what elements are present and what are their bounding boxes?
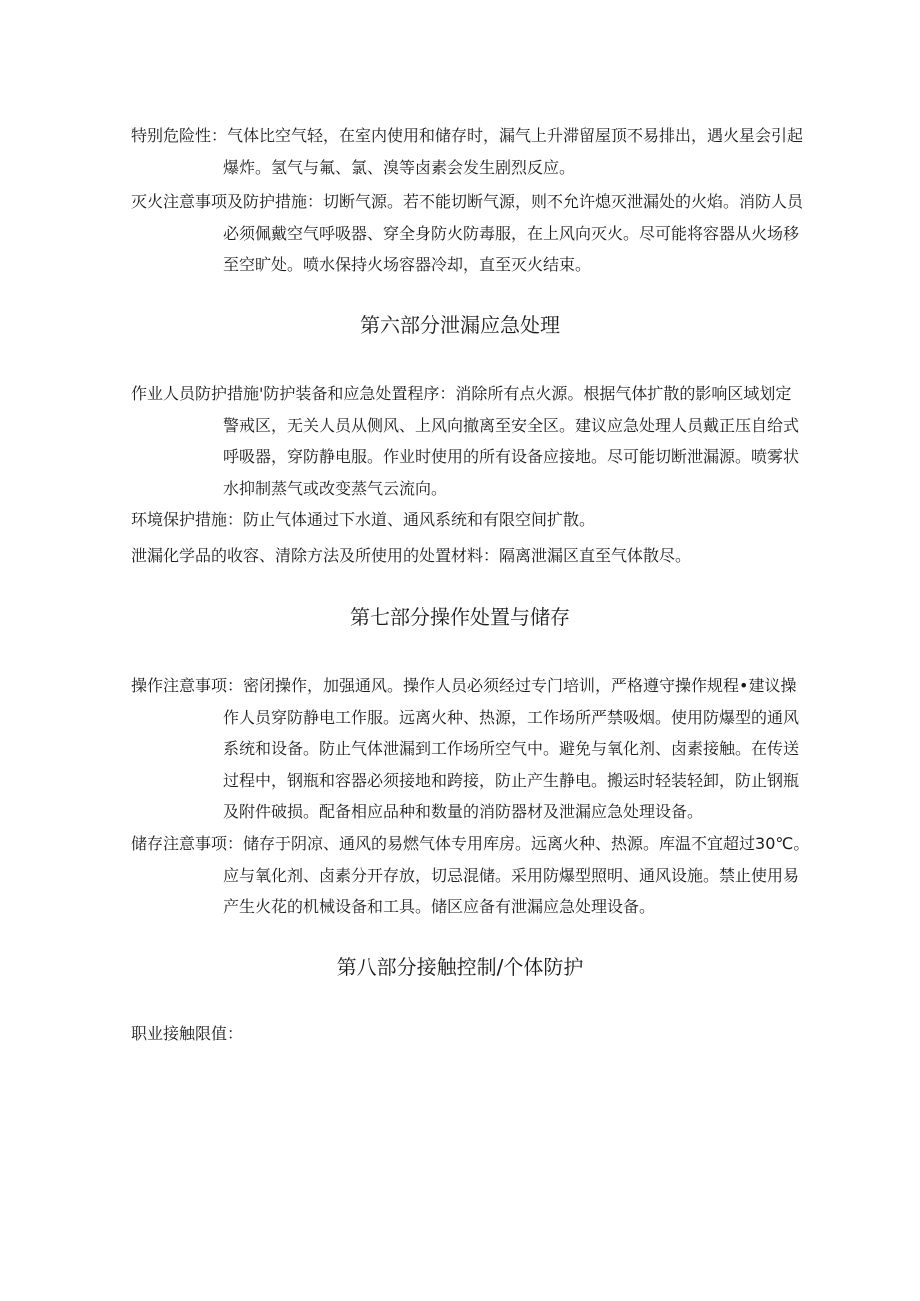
environment-text: 防止气体通过下水道、通风系统和有限空间扩散。 bbox=[243, 510, 596, 529]
storage-text: 储存于阴凉、通风的易燃气体专用库房。远离火种、热源。库温不宜超过30℃。 bbox=[243, 834, 810, 853]
special-hazard-text-cont: 爆炸。氢气与氟、氯、溴等卤素会发生剧烈反应。 bbox=[223, 157, 576, 177]
personal-protection-text: 消除所有点火源。根据气体扩散的影响区域划定 bbox=[455, 384, 792, 403]
personal-protection-text-cont-3: 水抑制蒸气或改变蒸气云流向。 bbox=[223, 478, 448, 498]
storage-paragraph bbox=[131, 828, 810, 924]
personal-protection-label: 作业人员防护措施'防护装备和应急处置程序： bbox=[131, 384, 456, 403]
handling-label: 操作注意事项： bbox=[131, 676, 244, 695]
handling-text-cont-2: 系统和设备。防止气体泄漏到工作场所空气中。避免与氧化剂、卤素接触。在传送 bbox=[223, 739, 800, 758]
cleanup-label: 泄漏化学品的收容、清除方法及所使用的处置材料： bbox=[131, 546, 500, 565]
cleanup-text: 隔离泄漏区直至气体散尽。 bbox=[499, 546, 692, 565]
section6-title: 第六部分泄漏应急处理 bbox=[360, 313, 560, 337]
firefighting-text-cont-2: 至空旷处。喷水保持火场容器冷却，直至灭火结束。 bbox=[223, 255, 592, 274]
storage-text-cont-2: 产生火花的机械设备和工具。储区应备有泄漏应急处理设备。 bbox=[223, 897, 656, 916]
section8-title: 第八部分接触控制/个体防护 bbox=[336, 955, 584, 979]
environment-label: 环境保护措施： bbox=[131, 510, 244, 529]
storage-label: 储存注意事项： bbox=[131, 834, 244, 853]
special-hazard-text: 气体比空气轻，在室内使用和储存时，漏气上升滞留屋顶不易排出，遇火星会引起 bbox=[227, 126, 804, 145]
handling-text-cont-1: 作人员穿防静电工作服。远离火种、热源，工作场所严禁吸烟。使用防爆型的通风 bbox=[223, 707, 800, 727]
firefighting-text-cont-1: 必须佩戴空气呼吸器、穿全身防火防毒服，在上风向灭火。尽可能将容器从火场移 bbox=[223, 223, 800, 243]
handling-paragraph bbox=[131, 670, 800, 830]
firefighting-paragraph bbox=[131, 186, 804, 282]
storage-text-cont-1: 应与氧化剂、卤素分开存放，切忌混储。采用防爆型照明、通风设施。禁止使用易 bbox=[223, 865, 800, 885]
special-hazard-paragraph bbox=[131, 120, 804, 184]
personal-protection-paragraph bbox=[131, 378, 800, 506]
environment-paragraph bbox=[131, 504, 783, 536]
personal-protection-text-cont-2: 呼吸器，穿防静电服。作业时使用的所有设备应接地。尽可能切断泄漏源。喷雾状 bbox=[223, 447, 800, 466]
firefighting-label: 灭火注意事项及防护措施： bbox=[131, 192, 324, 211]
handling-text-cont-4: 及附件破损。配备相应品种和数量的消防器材及泄漏应急处理设备。 bbox=[223, 802, 704, 821]
exposure-paragraph bbox=[131, 1018, 783, 1050]
special-hazard-label: 特别危险性： bbox=[131, 126, 228, 145]
cleanup-paragraph bbox=[131, 540, 783, 572]
handling-text: 密闭操作，加强通风。操作人员必须经过专门培训，严格遵守操作规程•建议操 bbox=[243, 676, 797, 695]
section7-title: 第七部分操作处置与储存 bbox=[350, 605, 570, 629]
exposure-label: 职业接触限值： bbox=[131, 1024, 244, 1043]
firefighting-text: 切断气源。若不能切断气源，则不允许熄灭泄漏处的火焰。消防人员 bbox=[323, 192, 804, 211]
handling-text-cont-3: 过程中，钢瓶和容器必须接地和跨接，防止产生静电。搬运时轻装轻卸，防止钢瓶 bbox=[223, 770, 800, 790]
personal-protection-text-cont-1: 警戒区，无关人员从侧风、上风向撤离至安全区。建议应急处理人员戴正压自给式 bbox=[223, 415, 800, 435]
